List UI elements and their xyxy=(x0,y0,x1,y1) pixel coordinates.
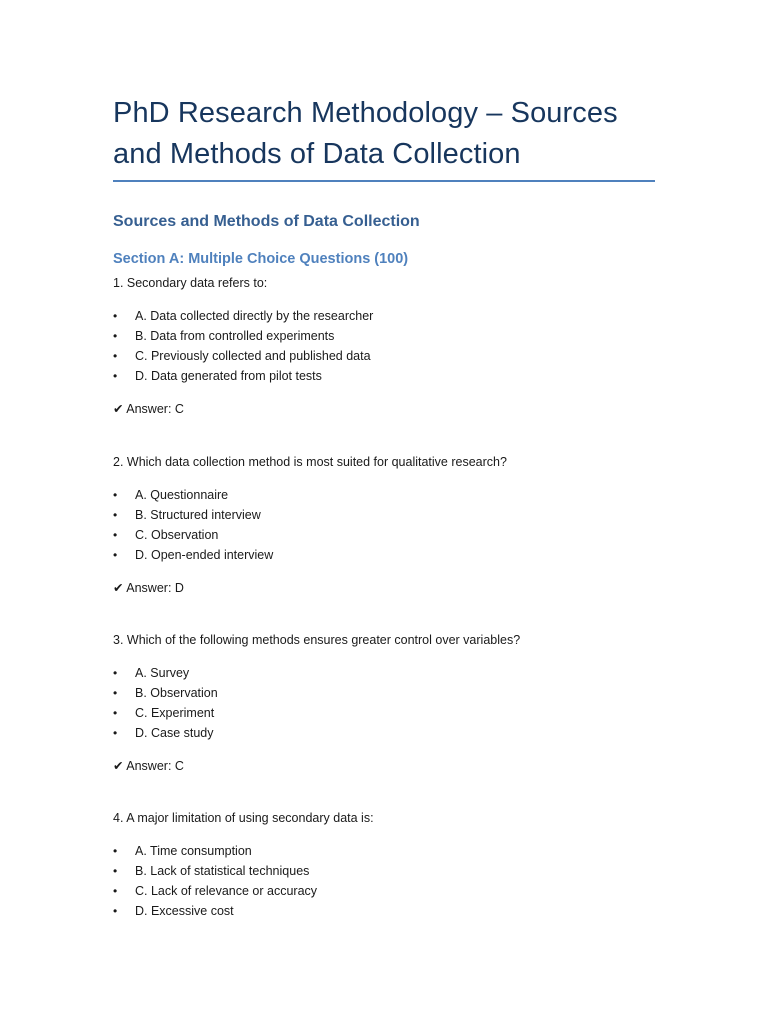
option-item xyxy=(113,665,658,685)
option-item xyxy=(113,883,658,903)
bullet-icon: • xyxy=(113,369,118,383)
option-item xyxy=(113,863,658,883)
question-1 xyxy=(113,275,658,417)
option-text: C. Lack of relevance or accuracy xyxy=(135,884,318,898)
options-list xyxy=(113,308,658,388)
question-text: 3. Which of the following methods ensures greater control over variables? xyxy=(113,633,521,647)
section-heading: Sources and Methods of Data Collection xyxy=(113,213,420,230)
answer-line: ✔ Answer: D xyxy=(113,581,184,595)
bullet-icon: • xyxy=(113,706,118,720)
option-text: D. Excessive cost xyxy=(135,904,234,918)
option-text: C. Experiment xyxy=(135,706,215,720)
option-text: B. Data from controlled experiments xyxy=(135,329,335,343)
question-text: 4. A major limitation of using secondary data is: xyxy=(113,811,374,825)
title-underline-rule xyxy=(113,180,655,182)
option-item xyxy=(113,328,658,348)
bullet-icon: • xyxy=(113,864,118,878)
bullet-icon: • xyxy=(113,884,118,898)
options-list xyxy=(113,665,658,745)
bullet-icon: • xyxy=(113,488,118,502)
bullet-icon: • xyxy=(113,508,118,522)
option-item xyxy=(113,527,658,547)
option-item xyxy=(113,903,658,923)
bullet-icon: • xyxy=(113,844,118,858)
option-text: D. Data generated from pilot tests xyxy=(135,369,322,383)
option-text: D. Case study xyxy=(135,726,214,740)
options-list xyxy=(113,843,658,923)
document-title: PhD Research Methodology – Sources and Methods of Data Collection xyxy=(113,97,618,170)
bullet-icon: • xyxy=(113,349,118,363)
option-item xyxy=(113,348,658,368)
subsection-heading: Section A: Multiple Choice Questions (100) xyxy=(113,251,409,267)
bullet-icon: • xyxy=(113,528,118,542)
option-text: A. Survey xyxy=(135,666,190,680)
question-2 xyxy=(113,454,658,596)
option-item xyxy=(113,308,658,328)
option-text: A. Time consumption xyxy=(135,844,252,858)
option-text: B. Lack of statistical techniques xyxy=(135,864,310,878)
option-text: A. Questionnaire xyxy=(135,488,229,502)
option-item xyxy=(113,547,658,567)
option-text: D. Open-ended interview xyxy=(135,548,274,562)
options-list xyxy=(113,487,658,567)
option-item xyxy=(113,685,658,705)
option-item xyxy=(113,507,658,527)
bullet-icon: • xyxy=(113,686,118,700)
option-text: B. Structured interview xyxy=(135,508,261,522)
question-3 xyxy=(113,632,658,774)
option-item xyxy=(113,487,658,507)
bullet-icon: • xyxy=(113,548,118,562)
answer-line: ✔ Answer: C xyxy=(113,759,184,773)
bullet-icon: • xyxy=(113,309,118,323)
option-text: C. Observation xyxy=(135,528,219,542)
option-item xyxy=(113,843,658,863)
question-text: 2. Which data collection method is most suited for qualitative research? xyxy=(113,455,507,469)
bullet-icon: • xyxy=(113,329,118,343)
option-text: C. Previously collected and published data xyxy=(135,349,371,363)
bullet-icon: • xyxy=(113,904,118,918)
option-item xyxy=(113,705,658,725)
question-text: 1. Secondary data refers to: xyxy=(113,276,268,290)
bullet-icon: • xyxy=(113,726,118,740)
question-4 xyxy=(113,810,658,923)
bullet-icon: • xyxy=(113,666,118,680)
option-item xyxy=(113,368,658,388)
option-text: A. Data collected directly by the researcher xyxy=(135,309,374,323)
option-item xyxy=(113,725,658,745)
answer-line: ✔ Answer: C xyxy=(113,402,184,416)
option-text: B. Observation xyxy=(135,686,218,700)
